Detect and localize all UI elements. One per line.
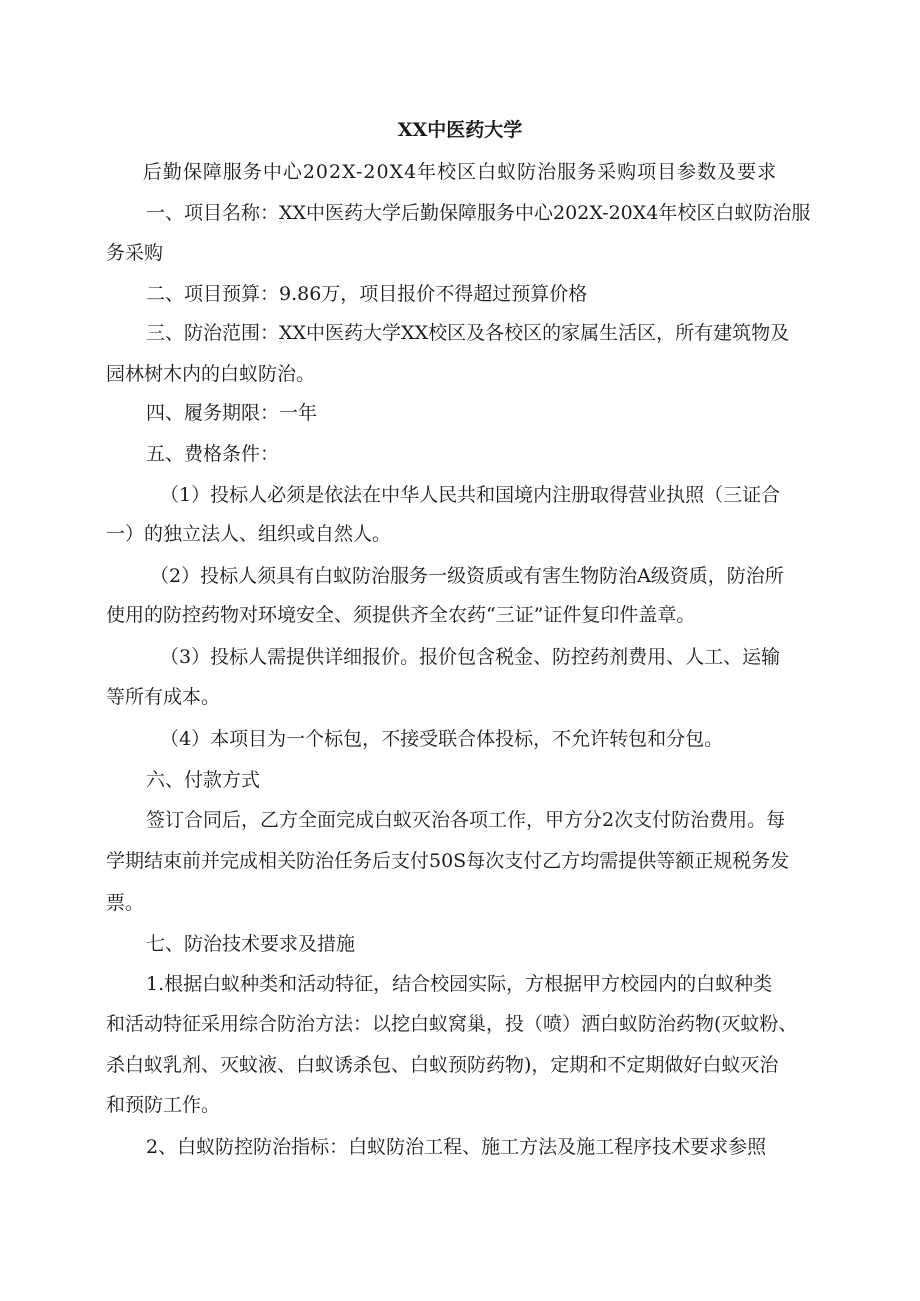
section-5-item-1-line-2: 一）的独立法人、组织或自然人。 [106, 523, 392, 545]
section-5-item-3-line-2: 等所有成本。 [106, 686, 221, 708]
document-title: XX中医药大学 [397, 119, 523, 141]
section-6-line-2: 学期结束前并完成相关防治任务后支付50S每次支付乙方均需提供等额正规税务发 [106, 850, 790, 872]
section-5-item-2-line-1: （2）投标人须具有白蚁防治服务一级资质或有害生物防治A级资质，防治所 [150, 565, 784, 587]
section-6-heading: 六、付款方式 [146, 769, 261, 791]
section-7-item-1-line-4: 和预防工作。 [106, 1094, 221, 1116]
section-1-line-2: 务采购 [106, 242, 164, 264]
section-7-item-1-line-1: 1.根据白蚁种类和活动特征，结合校园实际，方根据甲方校园内的白蚁种类 [146, 973, 773, 995]
section-7-heading: 七、防治技术要求及措施 [146, 933, 356, 955]
section-7-item-2: 2、白蚁防控防治指标：白蚁防治工程、施工方法及施工程序技术要求参照 [146, 1136, 767, 1158]
section-1-line-1: 一、项目名称：XX中医药大学后勤保障服务中心202X-20X4年校区白蚁防治服 [146, 202, 811, 224]
section-3-line-1: 三、防治范围：XX中医药大学XX校区及各校区的家属生活区，所有建筑物及 [146, 322, 790, 344]
section-5-item-4: （4）本项目为一个标包，不接受联合体投标，不允许转包和分包。 [160, 728, 724, 750]
section-4: 四、履务期限：一年 [146, 402, 318, 424]
section-6-line-3: 票。 [106, 892, 145, 914]
section-7-item-1-line-3: 杀白蚁乳剂、灭蚊液、白蚁诱杀包、白蚁预防药物)，定期和不定期做好白蚁灭治 [106, 1054, 779, 1076]
section-3-line-2: 园林树木内的白蚁防治。 [106, 363, 316, 385]
section-7-item-1-line-2: 和活动特征采用综合防治方法：以挖白蚁窝巢，投（喷）洒白蚁防治药物(灭蚊粉、 [106, 1013, 798, 1035]
document-subtitle: 后勤保障服务中心202X-20X4年校区白蚁防治服务采购项目参数及要求 [142, 161, 778, 183]
section-5-item-1-line-1: （1）投标人必须是依法在中华人民共和国境内注册取得营业执照（三证合 [160, 484, 781, 506]
section-6-line-1: 签订合同后，乙方全面完成白蚁灭治各项工作，甲方分2次支付防治费用。每 [146, 809, 786, 831]
section-5-heading: 五、费格条件： [146, 443, 280, 465]
section-2: 二、项目预算：9.86万，项目报价不得超过预算价格 [146, 283, 588, 305]
section-5-item-2-line-2: 使用的防控药物对环境安全、须提供齐全农药“三证”证件复印件盖章。 [106, 604, 696, 626]
section-5-item-3-line-1: （3）投标人需提供详细报价。报价包含税金、防控药剂费用、人工、运输 [160, 646, 781, 668]
